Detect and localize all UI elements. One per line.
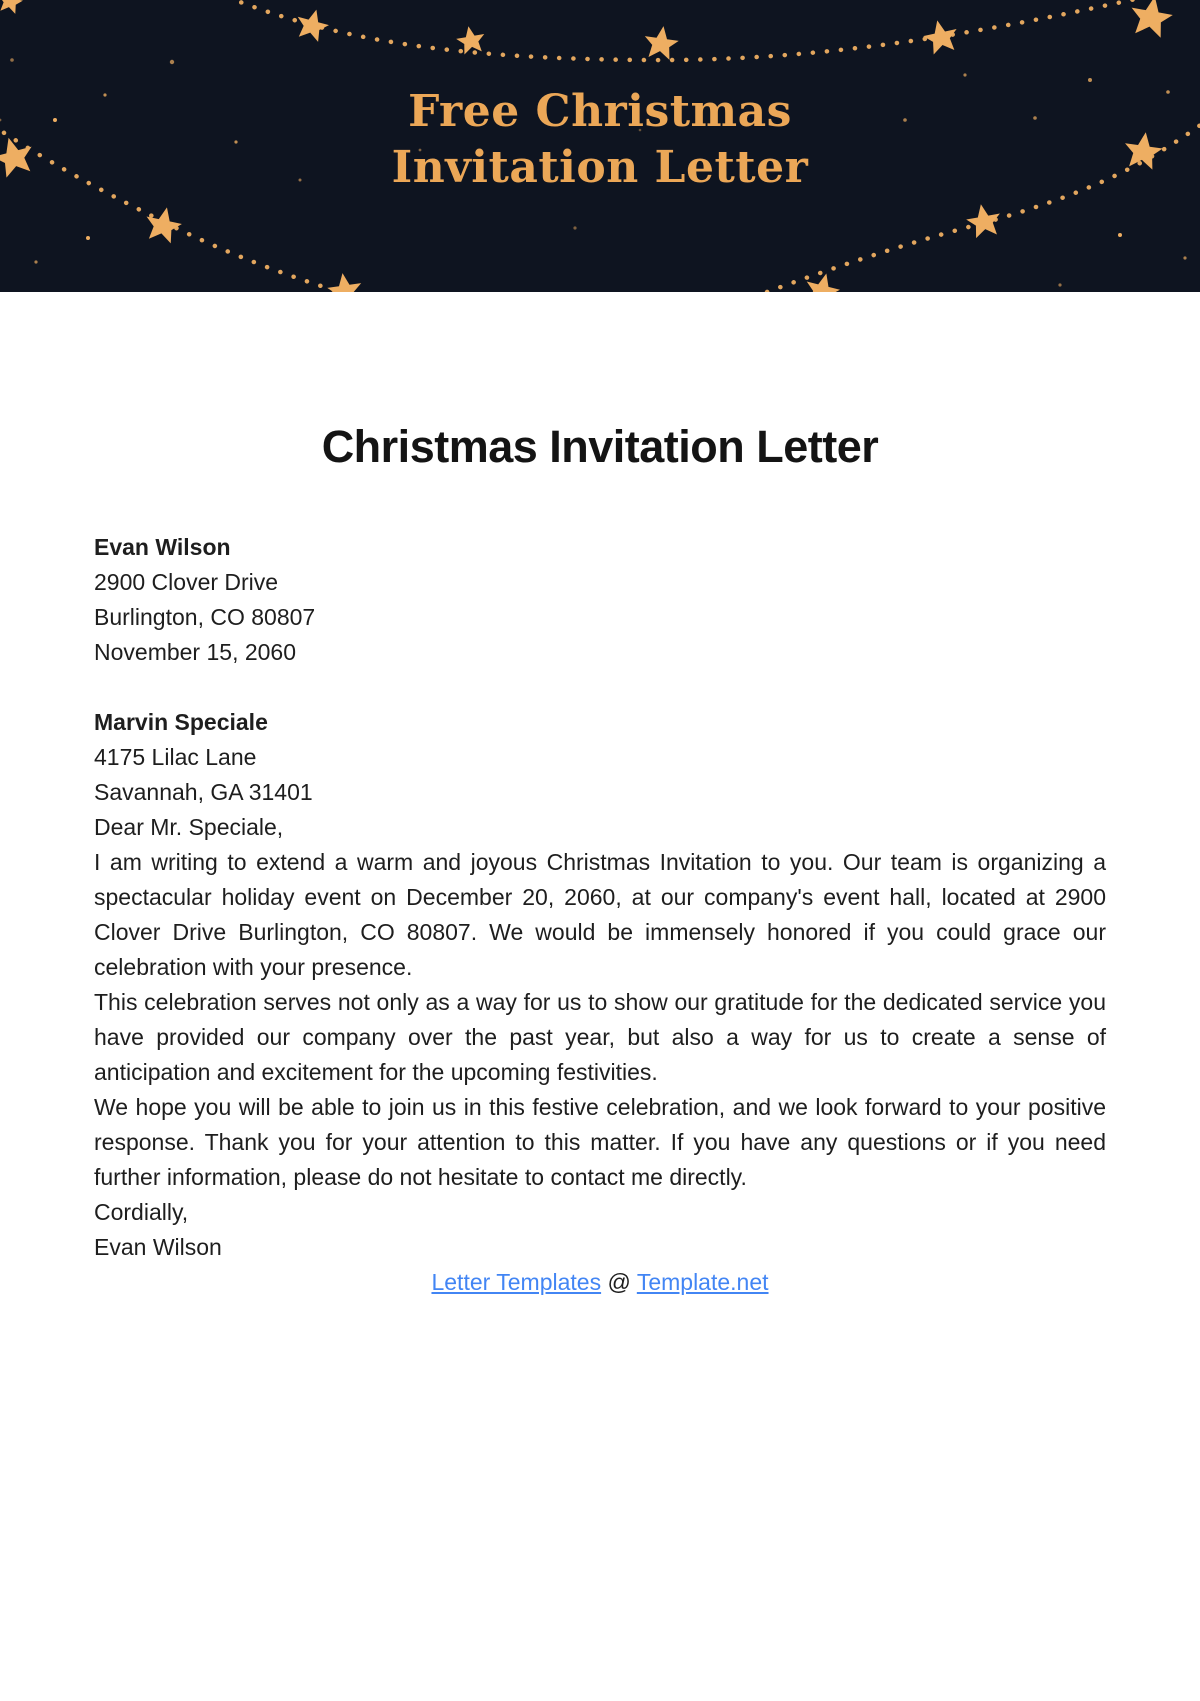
recipient-block xyxy=(94,705,1106,810)
garland-top xyxy=(215,0,1185,60)
body-paragraph-2: This celebration serves not only as a way for us to show our gratitude for the dedicated service you have provided our company over the past year, but also a way for us to create a sense of anticipation and excitement for the upcoming festivities. xyxy=(94,989,1106,1085)
sender-address-line1: 2900 Clover Drive xyxy=(94,569,279,595)
star-icon xyxy=(293,5,332,43)
at-symbol: @ xyxy=(607,1269,631,1295)
banner xyxy=(0,0,1200,292)
page-title: Christmas Invitation Letter xyxy=(321,421,879,472)
salutation: Dear Mr. Speciale, xyxy=(94,814,284,840)
letter-body xyxy=(0,420,1200,1300)
sender-name: Evan Wilson xyxy=(94,534,231,560)
star-icon xyxy=(1127,0,1175,39)
star-icon xyxy=(142,204,184,245)
sender-address-line2: Burlington, CO 80807 xyxy=(94,604,316,630)
star-icon xyxy=(921,17,961,56)
banner-title xyxy=(0,84,1200,196)
banner-title-line1: Free Christmas xyxy=(408,86,792,137)
recipient-address-line1: 4175 Lilac Lane xyxy=(94,744,257,770)
template-net-link[interactable]: Template.net xyxy=(636,1269,769,1295)
recipient-name: Marvin Speciale xyxy=(94,709,268,735)
body-paragraph-1: I am writing to extend a warm and joyous Christmas Invitation to you. Our team is organizing a spectacular holiday event on December 20, 2060, at our company's event hall, located at 2900 Clover Drive Burlington, CO 80807. We would be immensely honored if you could grace our celebration with your presence. xyxy=(94,849,1106,980)
signature-name: Evan Wilson xyxy=(94,1234,222,1260)
recipient-address-line2: Savannah, GA 31401 xyxy=(94,779,313,805)
letter-templates-link[interactable]: Letter Templates xyxy=(431,1269,602,1295)
closing: Cordially, xyxy=(94,1199,189,1225)
footer-attribution xyxy=(94,1265,1106,1300)
star-icon xyxy=(0,0,25,15)
star-icon xyxy=(642,24,680,61)
letter-date: November 15, 2060 xyxy=(94,639,297,665)
sender-block xyxy=(94,530,1106,635)
banner-title-line2: Invitation Letter xyxy=(391,142,809,193)
star-icon xyxy=(326,271,364,292)
body-paragraph-3: We hope you will be able to join us in this festive celebration, and we look forward to your positive response. Thank you for your attention to this matter. If you have any questions or if you need further information, please do not hesitate to contact me directly. xyxy=(94,1094,1106,1190)
